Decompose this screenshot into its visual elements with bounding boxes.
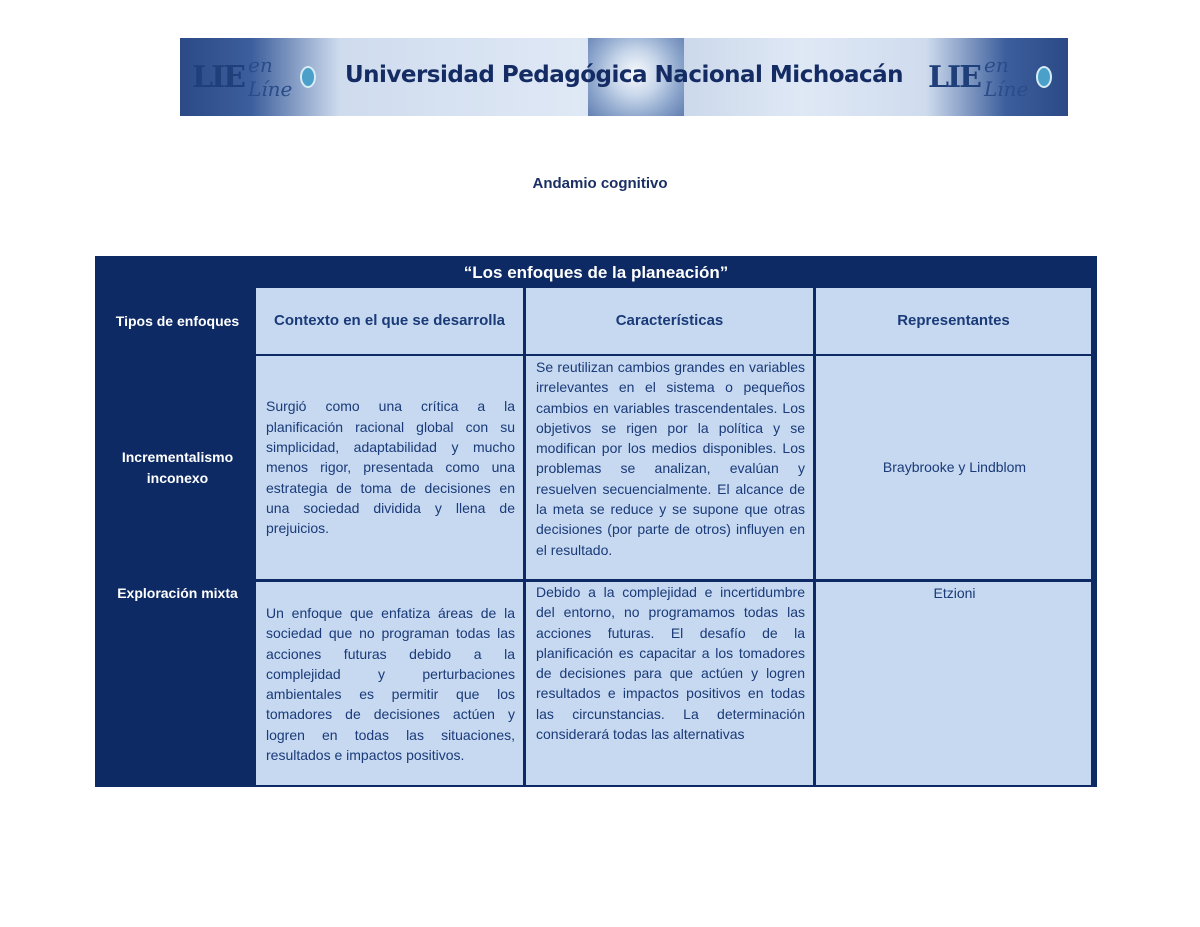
row1-type-label: Incrementalismo inconexo <box>121 449 234 486</box>
row1-representatives-text: Braybrooke y Lindblom <box>882 459 1027 476</box>
row2-representatives: Etzioni <box>816 582 1091 785</box>
table-caption: “Los enfoques de la planeación” <box>463 263 729 282</box>
row2-characteristics: Debido a la complejidad e incertidumbre del entorno, no programamos todas las acciones futuras. El desafío de la planificación es capacitar a los tomadores de decisiones para que actúen y logren resultados e impactos positivos en todas las circunstancias. La determinación considerará todas las alternativas <box>526 582 813 785</box>
approaches-table <box>95 256 1097 787</box>
row2-context: Un enfoque que enfatiza áreas de la sociedad que no programan todas las acciones futuras debido a la complejidad y perturbaciones ambientales es permitir que los tomadores de decisiones actúen y logren en todas las situaciones, resultados e impactos positivos. <box>256 582 523 785</box>
header-banner <box>180 38 1068 116</box>
logo-subtext: en Líne <box>248 53 293 101</box>
at-icon <box>300 66 316 88</box>
row1-type <box>100 356 255 579</box>
row1-representatives <box>816 356 1091 579</box>
university-title: Universidad Pedagógica Nacional Michoacán <box>344 62 904 88</box>
header-characteristics: Características <box>526 288 813 354</box>
header-context: Contexto en el que se desarrolla <box>256 288 523 354</box>
header-types: Tipos de enfoques <box>100 288 255 354</box>
document-title: Andamio cognitivo <box>532 175 668 192</box>
lie-logo-right <box>928 52 1052 102</box>
logo-subtext: en Líne <box>984 53 1029 101</box>
row1-context <box>256 356 523 579</box>
at-icon <box>1036 66 1052 88</box>
header-representatives: Representantes <box>816 288 1091 354</box>
logo-mark: LIE <box>192 59 244 95</box>
logo-mark: LIE <box>928 59 980 95</box>
row1-characteristics: Se reutilizan cambios grandes en variables irrelevantes en el sistema o pequeños cambios en variables trascendentales. Los objetivos se rigen por la política y se modifican por los medios disponibles. Los problemas se analizan, evalúan y resuelven secuencialmente. El alcance de la meta se reduce y se supone que otras decisiones (por parte de otros) influyen en el resultado. <box>526 356 813 579</box>
row2-type: Exploración mixta <box>100 582 255 787</box>
lie-logo-left <box>192 52 316 102</box>
row1-context-text: Surgió como una crítica a la planificación racional global con su simplicidad, adaptabilidad y mucho menos rigor, presentada como una estrategia de toma de decisiones en una sociedad dividida y llena de prejuicios. <box>266 398 515 537</box>
